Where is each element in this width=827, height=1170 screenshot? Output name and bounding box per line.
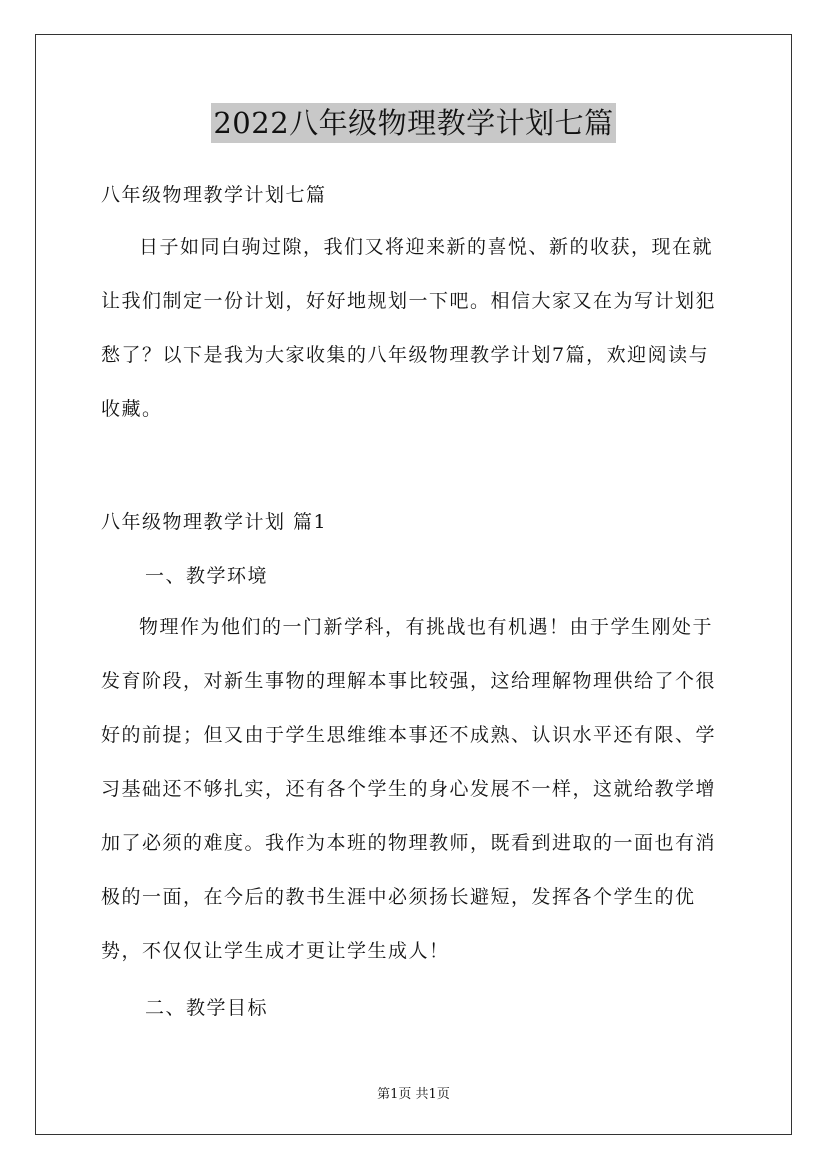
body-text: 物理作为他们的一门新学科，有挑战也有机遇！由于学生刚处于发育阶段，对新生事物的理解本事比较强，这给理解物理供给了个很好的前提；但又由于学生思维维本事还不成熟、认识水平还有限、学习基础还不够扎实，还有各个学生的身心发展不一样，这就给教学增加了必须的难度。我作为本班的物理教师，既看到进取的一面也有消极的一面，在今后的教书生涯中必须扬长避短，发挥各个学生的优势，不仅仅让学生成才更让学生成人！	[101, 616, 717, 962]
title-container	[0, 103, 827, 143]
page-footer: 第1页 共1页	[377, 1087, 450, 1102]
document-title: 2022八年级物理教学计划七篇	[211, 103, 615, 143]
body-paragraph	[101, 600, 727, 978]
heading-teaching-environment: 一、教学环境	[145, 565, 269, 587]
intro-paragraph	[101, 220, 727, 436]
intro-text: 日子如同白驹过隙，我们又将迎来新的喜悦、新的收获，现在就让我们制定一份计划，好好地规划一下吧。相信大家又在为写计划犯愁了？以下是我为大家收集的八年级物理教学计划7篇，欢迎阅读与收藏。	[101, 236, 717, 420]
heading-teaching-goals: 二、教学目标	[145, 997, 269, 1019]
document-subtitle: 八年级物理教学计划七篇	[101, 184, 327, 206]
section-heading: 八年级物理教学计划 篇1	[101, 511, 328, 533]
